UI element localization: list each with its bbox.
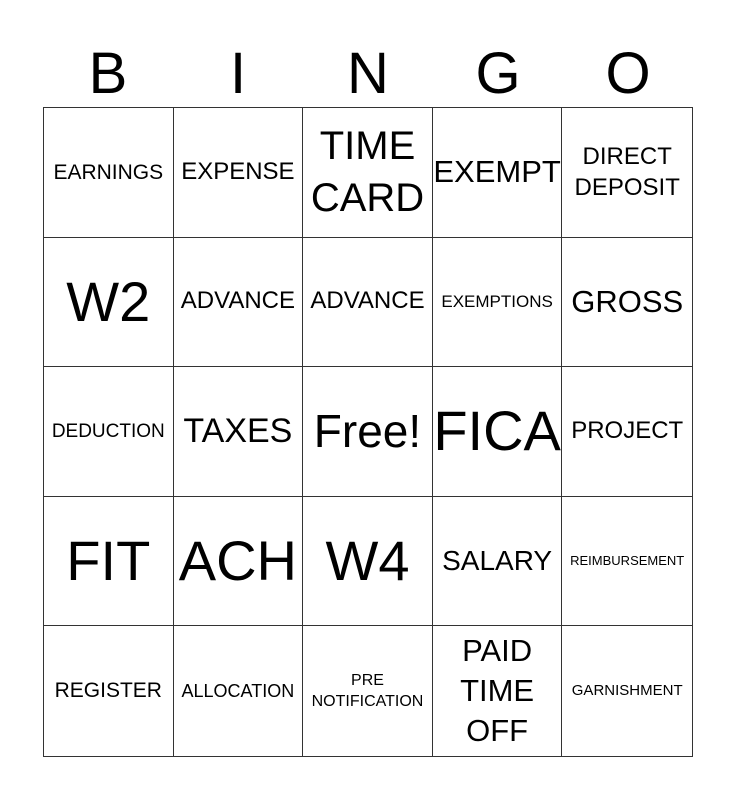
cell-label: TIME CARD	[310, 124, 425, 221]
bingo-cell[interactable]	[562, 108, 692, 238]
cell-label: FICA	[433, 399, 561, 463]
free-space-label: Free!	[313, 404, 422, 457]
bingo-cell[interactable]	[433, 367, 563, 497]
bingo-cell[interactable]	[433, 238, 563, 368]
header-letter-o: O	[605, 41, 651, 106]
cell-label: ALLOCATION	[181, 681, 295, 702]
bingo-cell[interactable]	[174, 238, 304, 368]
bingo-grid	[43, 107, 693, 757]
bingo-cell[interactable]	[303, 108, 433, 238]
cell-label: W4	[325, 529, 410, 593]
bingo-cell[interactable]	[433, 108, 563, 238]
header-letter-g: G	[475, 41, 521, 106]
bingo-cell[interactable]	[174, 367, 304, 497]
bingo-cell[interactable]	[44, 367, 174, 497]
cell-label: DIRECT DEPOSIT	[574, 143, 680, 202]
bingo-cell[interactable]	[433, 626, 563, 756]
bingo-cell[interactable]	[174, 108, 304, 238]
cell-label: REIMBURSEMENT	[570, 552, 685, 568]
cell-label: ADVANCE	[180, 287, 296, 315]
bingo-cell[interactable]	[303, 497, 433, 627]
bingo-cell[interactable]	[44, 626, 174, 756]
cell-label: REGISTER	[54, 679, 162, 703]
bingo-cell[interactable]	[44, 238, 174, 368]
cell-label: PROJECT	[571, 417, 684, 445]
cell-label: GARNISHMENT	[571, 681, 683, 699]
bingo-cell[interactable]	[303, 626, 433, 756]
cell-label: W2	[66, 269, 151, 333]
bingo-cell[interactable]	[433, 497, 563, 627]
cell-label: DEDUCTION	[51, 420, 165, 442]
bingo-cell[interactable]	[44, 108, 174, 238]
bingo-cell[interactable]	[562, 626, 692, 756]
cell-label: FIT	[66, 529, 151, 593]
bingo-cell[interactable]	[562, 367, 692, 497]
cell-label: TAXES	[183, 412, 293, 451]
header-letter-b: B	[88, 41, 128, 106]
bingo-cell[interactable]	[174, 497, 304, 627]
cell-label: EARNINGS	[53, 160, 164, 184]
cell-label: EXEMPTIONS	[441, 292, 553, 312]
cell-label: GROSS	[571, 283, 684, 319]
header-letter-n: N	[347, 41, 389, 106]
cell-label: ADVANCE	[310, 287, 425, 315]
cell-label: PAID TIME OFF	[460, 632, 535, 749]
cell-label: ACH	[178, 529, 297, 593]
bingo-cell[interactable]	[303, 238, 433, 368]
bingo-header	[43, 40, 693, 108]
bingo-cell[interactable]	[44, 497, 174, 627]
cell-label: SALARY	[442, 545, 553, 577]
cell-label: EXEMPT	[433, 153, 561, 189]
bingo-cell[interactable]	[303, 367, 433, 497]
bingo-cell[interactable]	[562, 238, 692, 368]
bingo-cell[interactable]	[174, 626, 304, 756]
bingo-cell[interactable]	[562, 497, 692, 627]
header-letter-i: I	[229, 41, 247, 106]
cell-label: PRE NOTIFICATION	[311, 671, 424, 711]
cell-label: EXPENSE	[181, 157, 295, 185]
